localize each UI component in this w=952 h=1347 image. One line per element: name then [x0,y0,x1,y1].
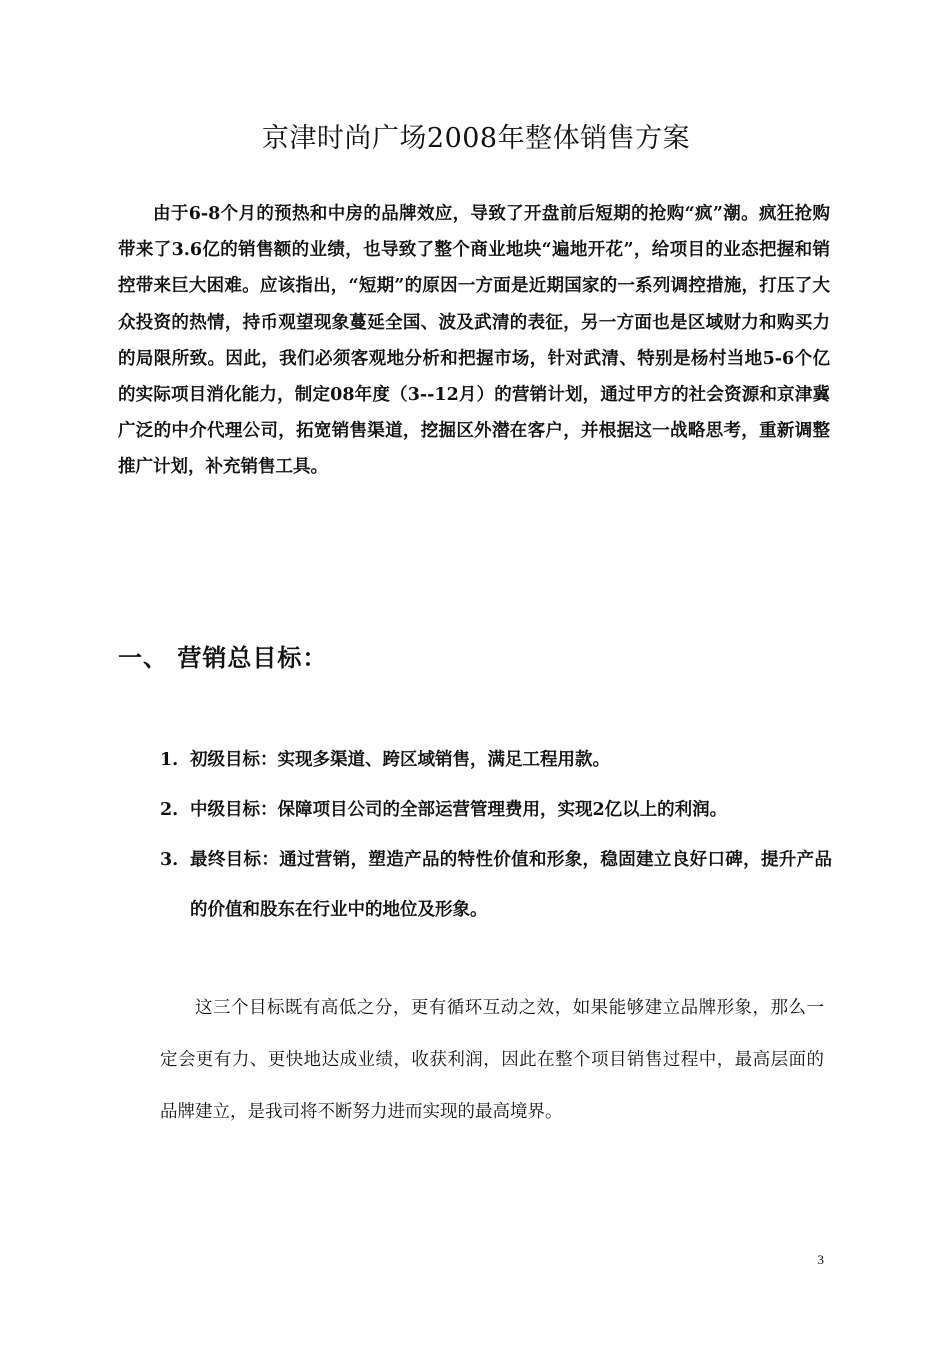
goals-list [160,735,832,935]
document-title: 京津时尚广场2008年整体销售方案 [261,123,691,154]
goal-number: 2. [160,800,179,820]
goal-text: 初级目标：实现多渠道、跨区域销售，满足工程用款。 [190,750,610,770]
goal-item-intermediate [160,785,832,835]
section-heading: 一、 营销总目标： [118,643,328,672]
goal-item-final [160,835,832,935]
goal-number: 1. [160,750,179,770]
goal-item-primary [160,735,832,785]
page-number: 3 [817,1252,824,1267]
intro-paragraph: 由于6-8个月的预热和中房的品牌效应，导致了开盘前后短期的抢购“疯”潮。疯狂抢购带来了3.6亿的销售额的业绩，也导致了整个商业地块“遍地开花”，给项目的业态把握和销控带来巨大困难。应该指出，“短期”的原因一方面是近期国家的一系列调控措施，打压了大众投资的热情，持币观望现象蔓延全国、波及武清的表征，另一方面也是区域财力和购买力的局限所致。因此，我们必须客观地分析和把握市场，针对武清、特别是杨村当地5-6个亿的实际项目消化能力，制定08年度（3--12月）的营销计划，通过甲方的社会资源和京津冀广泛的中介代理公司，拓宽销售渠道，挖掘区外潜在客户，并根据这一战略思考，重新调整推广计划，补充销售工具。 [118,204,830,478]
goal-number: 3. [160,850,179,870]
goal-text: 中级目标：保障项目公司的全部运营管理费用，实现2亿以上的利润。 [190,800,728,820]
goal-text: 最终目标：通过营销，塑造产品的特性价值和形象，稳固建立良好口碑，提升产品的价值和股东在行业中的地位及形象。 [190,850,832,920]
closing-paragraph: 这三个目标既有高低之分，更有循环互动之效，如果能够建立品牌形象，那么一定会更有力、更快地达成业绩，收获利润，因此在整个项目销售过程中，最高层面的品牌建立，是我司将不断努力进而实现的最高境界。 [160,998,824,1122]
